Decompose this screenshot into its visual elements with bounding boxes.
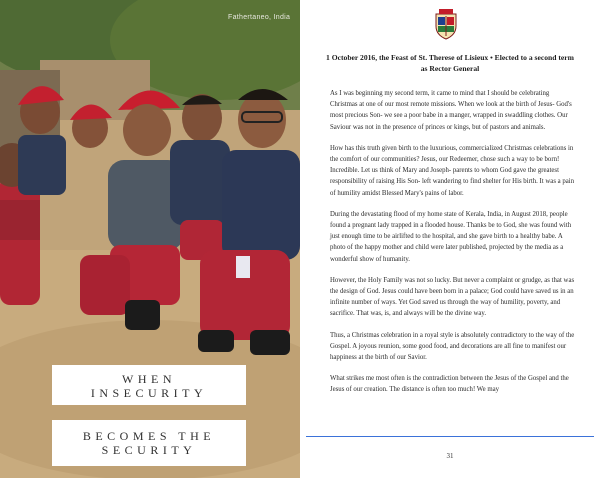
photo-credit: Fathertaneo, India	[228, 14, 291, 21]
paragraph: However, the Holy Family was not so lucky. But never a complaint or grudge, as that was the design of God. Jesus could have been born in a palace; God could have saved us in an infinite number of ways. Yet God saved us through the way of humility, poverty, and sacrifice. That was, is, and always will be the divine way.	[330, 276, 575, 318]
paragraph: Thus, a Christmas celebration in a royal style is absolutely contradictory to the way of the Gospel. A joyous reunion, some good food, and decorations are all fine to manifest our happiness at the birth of our Savior.	[330, 331, 575, 362]
body-text	[330, 88, 578, 406]
paragraph: During the devastating flood of my home state of Kerala, India, in August 2018, people found a pregnant lady trapped in a flooded house. Thanks be to God, she was found with just enough time to be airlifted to the hospital, and she gave birth to a healthy babe. A photo of the happy mother and child were later published, projected by the media as a wonderful show of humanity.	[330, 210, 572, 263]
caption-line: INSECURITY	[90, 386, 208, 400]
caption-line: BECOMES THE	[82, 429, 216, 443]
caption-when-insecurity	[52, 365, 246, 405]
paragraph: How has this truth given birth to the luxurious, commercialized Christmas celebrations in the comfort of our communities? Jesus, our Redeemer, chose such a way to be born! Incredible. Let us think of Mary and Joseph- parents to whom God gave the greatest responsibility of raising His Son- left wandering to find shelter for His birth. It was a pain of humility amidst Blessed Mary's pains of labor.	[330, 144, 575, 197]
paragraph: What strikes me most often is the contradiction between the Jesus of the Gospel and the Jesus of our creation. The distance is often too much! We may	[330, 375, 569, 394]
paragraph: As I was beginning my second term, it came to mind that I should be celebrating Christmas at one of our most remote missions. When we look at the birth of Jesus- God's most precious Son- we see a poor babe in a manger, wrapped in swaddling clothes. Our Saviour was not in the presence of princes or kings, but of pastors and animals.	[330, 90, 572, 131]
right-page	[300, 0, 600, 478]
page-divider	[306, 436, 594, 437]
page-number: 31	[446, 452, 454, 460]
caption-line: SECURITY	[101, 443, 197, 457]
caption-becomes-the-security	[52, 420, 246, 466]
coat-of-arms-icon	[433, 8, 459, 40]
caption-line: WHEN	[122, 372, 176, 386]
chapter-heading: 1 October 2016, the Feast of St. Therese of Lisieux • Elected to a second term as Rector General	[326, 53, 574, 73]
